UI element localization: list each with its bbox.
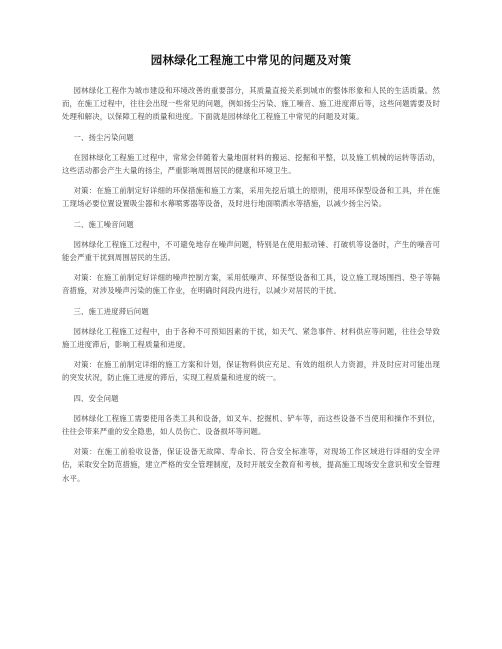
section-1-problem: 在园林绿化工程施工过程中，常常会伴随着大量地面材料的搬运、挖掘和平整，以及施工机械的运转等活动，这些活动都会产生大量的扬尘，严重影响周围居民的健康和环境卫生。 <box>62 152 440 176</box>
section-4-problem: 园林绿化工程施工需要使用各类工具和设备，如叉车、挖掘机、铲车等，而这些设备不当使用和操作不到位，往往会带来严重的安全隐患，如人员伤亡、设备损坏等问题。 <box>62 413 440 437</box>
section-4-heading: 四、安全问题 <box>73 393 119 403</box>
section-3-problem: 园林绿化工程施工过程中，由于各种不可预知因素的干扰，如天气、紧急事件、材料供应等问题，往往会导致施工进度滞后，影响工程质量和进度。 <box>62 326 440 350</box>
document-body <box>62 84 440 492</box>
section-3-heading: 三、施工进度滞后问题 <box>73 306 149 316</box>
intro-paragraph: 园林绿化工程作为城市建设和环境改善的重要部分，其质量直接关系到城市的整体形象和人民的生活质量。然而，在施工过程中，往往会出现一些常见的问题，例如扬尘污染、施工噪音、施工进度滞后等，这些问题需要及时处理和解决，以保障工程的质量和进度。下面就是园林绿化工程施工中常见的问题及对策。 <box>62 86 440 122</box>
section-1-heading: 一、扬尘污染问题 <box>73 132 134 142</box>
document-title: 园林绿化工程施工中常见的问题及对策 <box>150 53 352 67</box>
section-2-problem: 园林绿化工程施工过程中，不可避免地存在噪声问题，特别是在使用振动锤、打破机等设备时，产生的噪音可能会严重干扰到周围居民的生活。 <box>62 239 440 263</box>
section-3-solution: 对策：在施工前制定详细的施工方案和计划，保证物料供应充足、有效的组织人力资源，并及时应对可能出现的突发状况，防止施工进度的滞后，实现工程质量和进度的统一。 <box>62 360 440 383</box>
section-4-solution: 对策：在施工前验收设备，保证设备无故障、寿命长、符合安全标准等，对现场工作区域进行详细的安全评估，采取安全防范措施，建立严格的安全管理制度，及时开展安全教育和考核，提高施工现场安全意识和安全管理水平。 <box>62 447 440 483</box>
section-2-heading: 二、施工噪音问题 <box>73 219 134 229</box>
section-2-solution: 对策：在施工前制定好详细的噪声控制方案，采用低噪声、环保型设备和工具，设立施工现场围挡、垫子等隔音措施，对涉及噪声污染的施工作业，在明确时间段内进行，以减少对居民的干扰。 <box>62 273 440 296</box>
section-1-solution: 对策：在施工前制定好详细的环保措施和施工方案，采用先挖后填土的原则，使用环保型设备和工具，并在施工现场必要位置设置吸尘器和水幕喷雾器等设备，及时进行地面喷洒水等措施，以减少扬尘污染。 <box>62 186 440 209</box>
